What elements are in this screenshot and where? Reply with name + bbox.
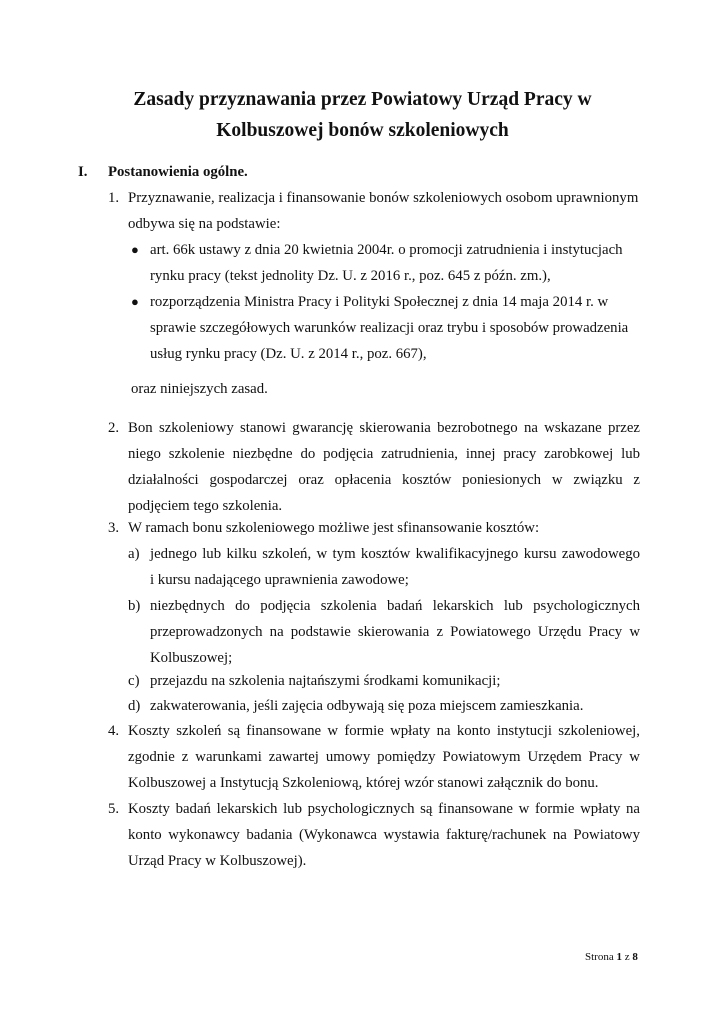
item-1-line-1: Przyznawanie, realizacja i finansowanie bonów szkoleniowych osobom uprawnionym	[128, 190, 639, 206]
item-3c-label: c)	[128, 673, 140, 689]
bullet-icon: ●	[131, 242, 139, 257]
footer-total-pages: 8	[632, 951, 638, 963]
document-title-line-1: Zasady przyznawania przez Powiatowy Urząd Pracy w	[133, 89, 592, 110]
item-1-bullet-1-line-2: rynku pracy (tekst jednolity Dz. U. z 2016 r., poz. 645 z późn. zm.),	[150, 268, 551, 284]
item-2-number: 2.	[108, 420, 120, 436]
item-4-line-1: Koszty szkoleń są finansowane w formie wpłaty na konto instytucji szkoleniowej,	[128, 723, 640, 739]
item-3d-label: d)	[128, 698, 141, 714]
item-2-line-3: działalności gospodarczej oraz opłacenia kosztów poniesionych w związku z	[128, 472, 640, 488]
item-3b-line-3: Kolbuszowej;	[150, 650, 233, 666]
footer-separator: z	[624, 951, 630, 963]
item-3d-line-1: zakwaterowania, jeśli zajęcia odbywają się poza miejscem zamieszkania.	[150, 698, 584, 714]
item-3-line-1: W ramach bonu szkoleniowego możliwe jest sfinansowanie kosztów:	[128, 520, 540, 536]
item-3-number: 3.	[108, 520, 120, 536]
item-1-bullet-1-line-1: art. 66k ustawy z dnia 20 kwietnia 2004r. o promocji zatrudnienia i instytucjach	[150, 242, 623, 258]
item-1-number: 1.	[108, 190, 120, 206]
item-1-line-2: odbywa się na podstawie:	[128, 216, 281, 232]
item-2-line-2: niego szkolenie niezbędne do podjęcia zatrudnienia, innej pracy zarobkowej lub	[128, 446, 640, 462]
item-4-number: 4.	[108, 723, 120, 739]
item-3b-line-1: niezbędnych do podjęcia szkolenia badań lekarskich lub psychologicznych	[150, 598, 640, 614]
item-1-tail: oraz niniejszych zasad.	[131, 381, 268, 397]
item-2-line-1: Bon szkoleniowy stanowi gwarancję skierowania bezrobotnego na wskazane przez	[128, 420, 640, 436]
item-1-bullet-2-line-3: usług rynku pracy (Dz. U. z 2014 r., poz. 667),	[150, 346, 427, 362]
item-3a-line-2: i kursu nadającego uprawnienia zawodowe;	[150, 572, 409, 588]
item-4-line-3: Kolbuszowej a Instytucją Szkoleniową, której wzór stanowi załącznik do bonu.	[128, 775, 599, 791]
section-number: I.	[78, 164, 88, 180]
item-1-bullet-2-line-1: rozporządzenia Ministra Pracy i Polityki Społecznej z dnia 14 maja 2014 r. w	[150, 294, 609, 310]
footer-label: Strona	[585, 951, 614, 963]
item-1-bullet-2-line-2: sprawie szczegółowych warunków realizacji oraz trybu i sposobów prowadzenia	[150, 320, 629, 336]
item-5-line-1: Koszty badań lekarskich lub psychologicznych są finansowane w formie wpłaty na	[128, 801, 640, 817]
item-2-line-4: podjęciem tego szkolenia.	[128, 498, 283, 514]
item-3a-line-1: jednego lub kilku szkoleń, w tym kosztów kwalifikacyjnego kursu zawodowego	[150, 546, 640, 562]
item-5-line-2: konto wykonawcy badania (Wykonawca wystawia fakturę/rachunek na Powiatowy	[128, 827, 640, 843]
item-3b-line-2: przeprowadzonych na podstawie skierowania z Powiatowego Urzędu Pracy w	[150, 624, 640, 640]
item-3c-line-1: przejazdu na szkolenia najtańszymi środkami komunikacji;	[150, 673, 501, 689]
item-5-number: 5.	[108, 801, 120, 817]
section-heading: Postanowienia ogólne.	[108, 164, 248, 180]
item-3b-label: b)	[128, 598, 141, 614]
footer-current-page: 1	[616, 951, 622, 963]
document-title-line-2: Kolbuszowej bonów szkoleniowych	[216, 120, 509, 141]
bullet-icon: ●	[131, 294, 139, 309]
item-3a-label: a)	[128, 546, 140, 562]
page-footer	[585, 951, 638, 963]
item-5-line-3: Urząd Pracy w Kolbuszowej).	[128, 853, 307, 869]
item-4-line-2: zgodnie z warunkami zawartej umowy pomiędzy Powiatowym Urzędem Pracy w	[128, 749, 640, 765]
